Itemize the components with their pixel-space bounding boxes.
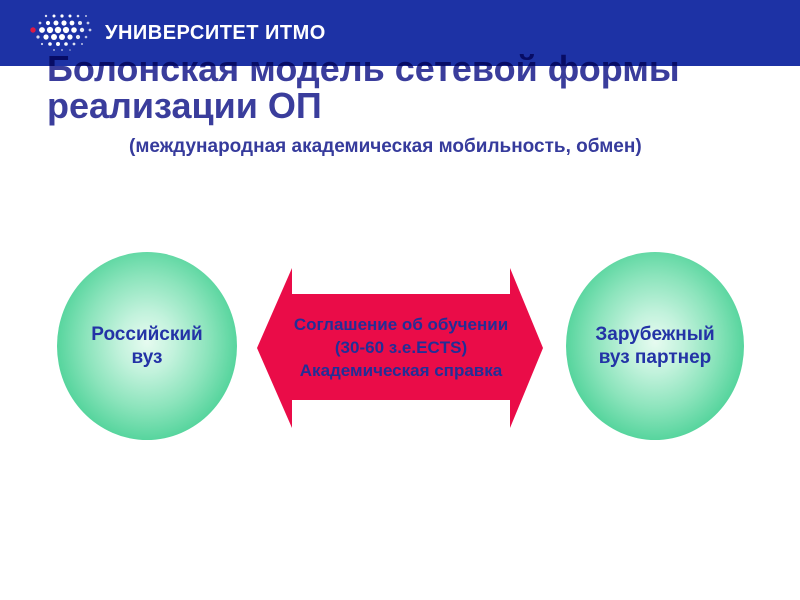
arrow-label [290,292,512,402]
left-node-label-line2: вуз [131,347,163,368]
exchange-arrow [252,264,548,432]
right-node-foreign-partner-university [566,252,744,440]
right-node-label-line1: Зарубежный [595,324,715,345]
left-node-russian-university [57,252,237,440]
arrow-label-line1: Соглашение об обучении [293,314,509,334]
slide-subtitle: (международная академическая мобильность, обмен) [129,136,642,157]
left-node-label-line1: Российский [91,324,203,345]
arrow-label-line3: Академическая справка [299,360,503,380]
arrow-label-line2: (30-60 з.е.ECTS) [334,337,468,357]
logo-text: УНИВЕРСИТЕТ ИТМО [105,21,326,44]
right-node-label-line2: вуз партнер [598,347,712,368]
itmo-logo-red-dot [30,27,35,32]
slide-title: Болонская модель сетевой формы реализации ОП [47,48,680,126]
